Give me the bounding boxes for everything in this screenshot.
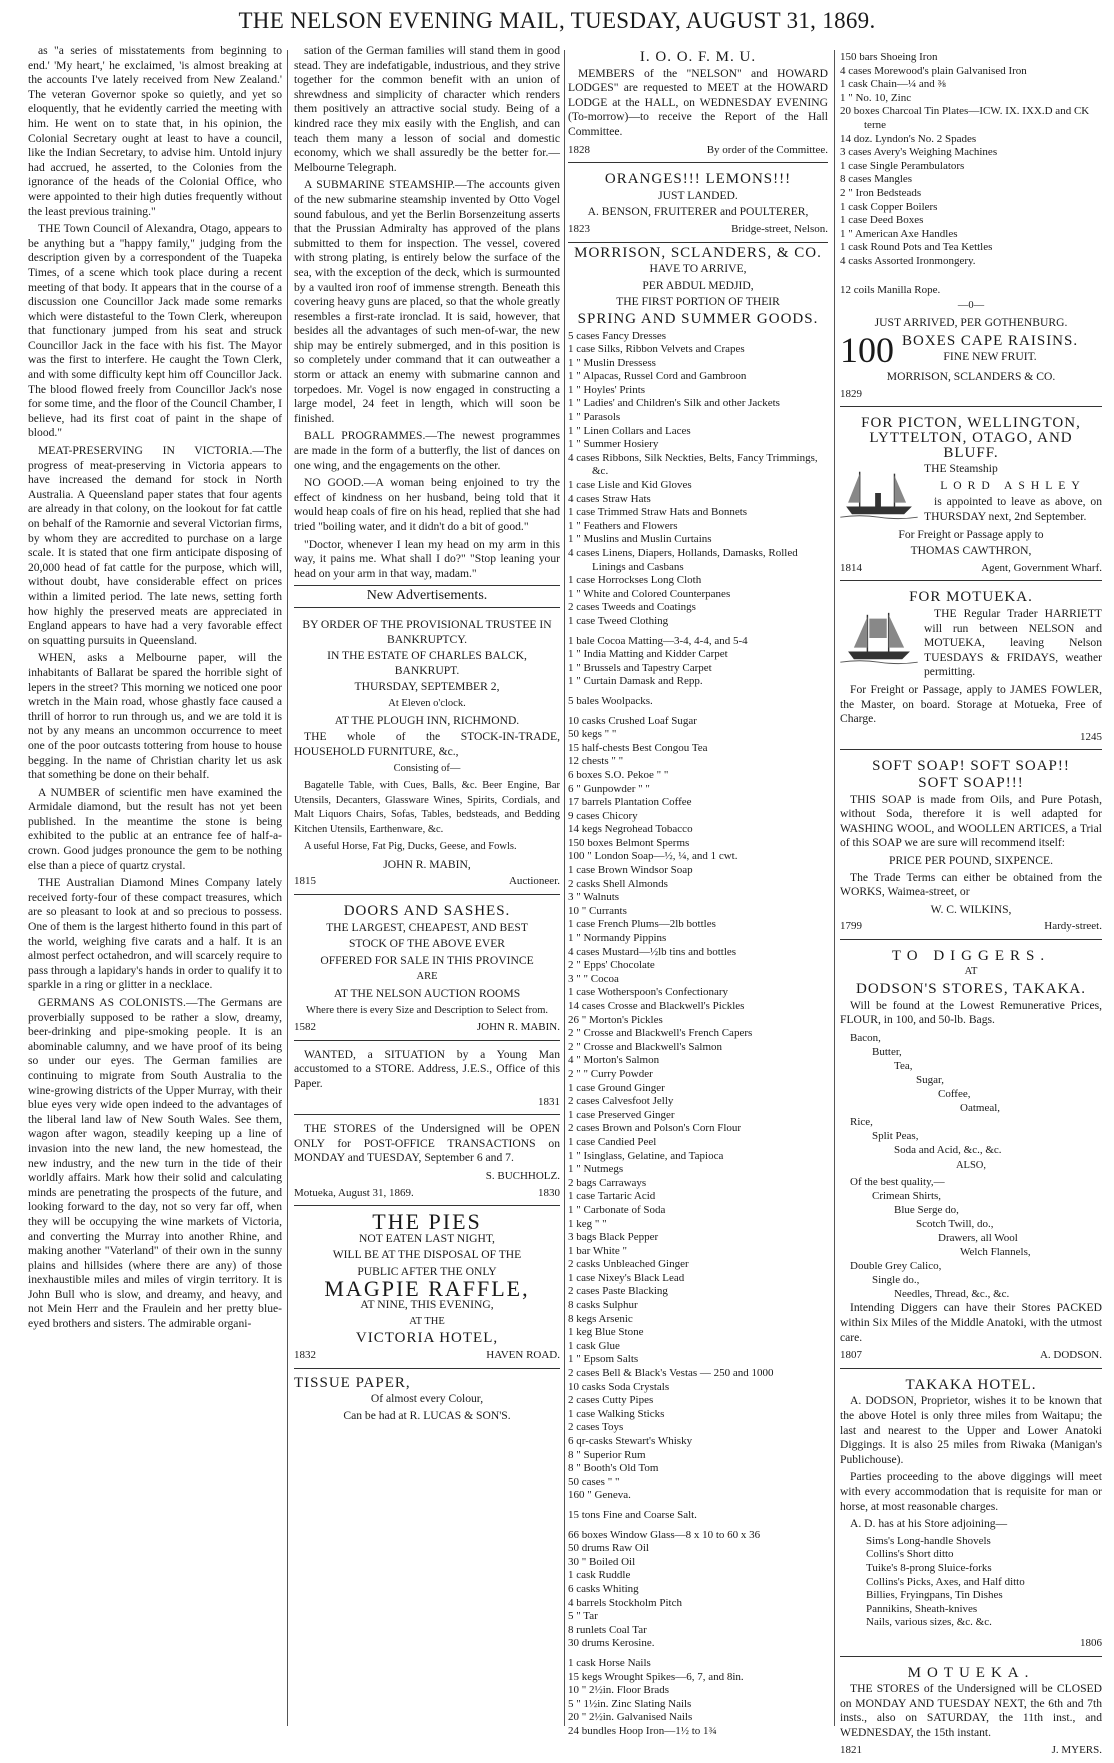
ad-title: MOTUEKA. bbox=[840, 1666, 1102, 1681]
goods-item: 4 barrels Stockholm Pitch bbox=[568, 1597, 828, 1611]
goods-item: 5 cases Fancy Dresses bbox=[568, 330, 828, 344]
article-paragraph: BALL PROGRAMMES.—The newest programmes are made in the form of a butterfly, the list of dances on one wing, and the engagements on the other. bbox=[294, 429, 560, 473]
article-paragraph: A SUBMARINE STEAMSHIP.—The accounts given of the new submarine steamship invented by Otto Vogel sound fabulous, and yet the Berlin Borsenzeitung asserts that the Prussian Admiralty has approved of the plans submitted to them for inspection. The vessel, covered with strong plating, is entirely below the surface of the sea, with the exception of the deck, which is surmounted by a vaulted iron roof of immense strength. Beneath this covering heavy guns are placed, so that the whole greatly resembles a first-rate ironclad. It is said, however, that besides all the advantages of such men-of-war, the new ship may be entirely submerged, and in this position is so completely under command that it can outweather a storm or attack an enemy with submarine cannon and torpedoes. Mr. Vogel is now engaged in constructing a large model, 24 feet in length, which will soon be finished. bbox=[294, 178, 560, 426]
goods-item: Blue Serge do, bbox=[840, 1203, 1102, 1217]
goods-item: 50 cases " " bbox=[568, 1476, 828, 1490]
goods-item: 1 " American Axe Handles bbox=[840, 228, 1102, 242]
ad-line: JUST ARRIVED, PER GOTHENBURG. bbox=[840, 316, 1102, 331]
goods-item: 30 " Boiled Oil bbox=[568, 1556, 828, 1570]
ad-body: The Trade Terms can either be obtained from the WORKS, Waimea-street, or bbox=[840, 871, 1102, 900]
column-2 bbox=[294, 44, 560, 1728]
ad-line: BY ORDER OF THE PROVISIONAL TRUSTEE IN BANKRUPTCY. bbox=[294, 618, 560, 647]
goods-item: 1 " Normandy Pippins bbox=[568, 932, 828, 946]
goods-item: 20 " 2½in. Galvanised Nails bbox=[568, 1711, 828, 1725]
goods-item: 2 cases Paste Blacking bbox=[568, 1285, 828, 1299]
goods-item: 100 " London Soap—½, ¼, and 1 cwt. bbox=[568, 850, 828, 864]
goods-item: 1 case Wotherspoon's Confectionary bbox=[568, 986, 828, 1000]
goods-item: Split Peas, bbox=[840, 1129, 1102, 1143]
ad-line: THE Steamship bbox=[840, 462, 1102, 477]
goods-item: 66 boxes Window Glass—8 x 10 to 60 x 36 bbox=[568, 1529, 828, 1543]
ad-body: Intending Diggers can have their Stores PACKED within Six Miles of the Middle Anatoki, with the utmost care. bbox=[840, 1301, 1102, 1345]
goods-item: 1 " Muslins and Muslin Curtains bbox=[568, 533, 828, 547]
goods-item: 4 " Morton's Salmon bbox=[568, 1054, 828, 1068]
ad-title: THE PIES bbox=[294, 1215, 560, 1230]
ad-line: ALSO, bbox=[840, 1159, 1102, 1174]
goods-item: 6 " Gunpowder " " bbox=[568, 783, 828, 797]
goods-item: 10 casks Crushed Loaf Sugar bbox=[568, 715, 828, 729]
ad-signature: W. C. WILKINS, bbox=[840, 903, 1102, 918]
goods-item: Crimean Shirts, bbox=[840, 1189, 1102, 1203]
ad-number: 1582 bbox=[294, 1020, 316, 1035]
goods-item: 2 " Iron Bedsteads bbox=[840, 187, 1102, 201]
ad-number: 1807 bbox=[840, 1348, 862, 1363]
article-paragraph: sation of the German families will stand them in good stead. They are indefatigable, industrious, and they strive together for the common benefit with an union of shrewdness and simplicity of character which renders them positively an attractive social study. Being of a kindred race they mix easily with the English, and can teach them many a lesson of social and domestic economy, which we shall assuredly be the better for.—Melbourne Telegraph. bbox=[294, 44, 560, 175]
goods-item: 1 case Tweed Clothing bbox=[568, 615, 828, 629]
ad-body: Bagatelle Table, with Cues, Balls, &c. Beer Engine, Bar Utensils, Decanters, Glassware Wines, Spirits, Cordials, and Malt Liquors Chairs, Sofas, Tables, bedsteads, and Bedding Kitchen Utensils, Earthenware, &c. bbox=[294, 779, 560, 837]
goods-item: 26 " Morton's Pickles bbox=[568, 1014, 828, 1028]
goods-item: Double Grey Calico, bbox=[840, 1259, 1102, 1273]
ad-number: 1245 bbox=[1080, 730, 1102, 745]
ad-title: I. O. O. F. M. U. bbox=[568, 50, 828, 65]
goods-item: 4 cases Straw Hats bbox=[568, 493, 828, 507]
goods-item: 1 " Isinglass, Gelatine, and Tapioca bbox=[568, 1150, 828, 1164]
goods-item: 1 case Ground Ginger bbox=[568, 1082, 828, 1096]
ad-line: WILL BE AT THE DISPOSAL OF THE bbox=[294, 1248, 560, 1263]
ad-line: For Freight or Passage apply to bbox=[840, 528, 1102, 543]
goods-item: Sugar, bbox=[840, 1073, 1102, 1087]
goods-item: 15 kegs Wrought Spikes—6, 7, and 8in. bbox=[568, 1671, 828, 1685]
goods-item: Rice, bbox=[840, 1115, 1102, 1129]
ad-number: 1831 bbox=[538, 1095, 560, 1110]
goods-item: Collins's Picks, Axes, and Half ditto bbox=[866, 1576, 1102, 1590]
goods-item: 10 " 2½in. Floor Brads bbox=[568, 1684, 828, 1698]
ad-title: BOXES CAPE RAISINS. bbox=[902, 334, 1078, 349]
ad-title: MAGPIE RAFFLE, bbox=[294, 1282, 560, 1297]
goods-item: 1 " Alpacas, Russel Cord and Gambroon bbox=[568, 370, 828, 384]
goods-list bbox=[840, 1031, 1102, 1157]
goods-item: 1 keg Blue Stone bbox=[568, 1326, 828, 1340]
goods-list bbox=[840, 1175, 1102, 1301]
ship-name: LORD ASHLEY bbox=[840, 479, 1102, 494]
goods-item: Single do., bbox=[840, 1273, 1102, 1287]
goods-item: Scotch Twill, do., bbox=[840, 1217, 1102, 1231]
goods-item: 9 cases Chicory bbox=[568, 810, 828, 824]
goods-item: 1 " Parasols bbox=[568, 411, 828, 425]
ad-title: SOFT SOAP! SOFT SOAP!! bbox=[840, 759, 1102, 774]
goods-list bbox=[568, 695, 828, 709]
goods-item: 1 cask Chain—¼ and ⅜ bbox=[840, 78, 1102, 92]
goods-item: 1 " Nutmegs bbox=[568, 1163, 828, 1177]
goods-item: 4 cases Mustard—½lb tins and bottles bbox=[568, 946, 828, 960]
goods-list bbox=[568, 715, 828, 1503]
goods-item: 14 cases Crosse and Blackwell's Pickles bbox=[568, 1000, 828, 1014]
goods-item: 1 case Lisle and Kid Gloves bbox=[568, 479, 828, 493]
sailing-ship-icon bbox=[840, 609, 918, 667]
ad-line: PUBLIC AFTER THE ONLY bbox=[294, 1265, 560, 1280]
goods-item: 1 case Single Perambulators bbox=[840, 160, 1102, 174]
ad-address: HAVEN ROAD. bbox=[486, 1348, 560, 1363]
morrison-continued bbox=[840, 44, 1102, 407]
ad-body: THE STORES of the Undersigned will be CLOSED on MONDAY AND TUESDAY NEXT, the 6th and 7th insts., also on SATURDAY, the 11th inst., and WEDNESDAY, the 15th instant. bbox=[840, 1682, 1102, 1740]
goods-item: 1 " No. 10, Zinc bbox=[840, 92, 1102, 106]
ad-line: HAVE TO ARRIVE, bbox=[568, 262, 828, 277]
ad-role: Agent, Government Wharf. bbox=[981, 561, 1102, 576]
ad-title: MORRISON, SCLANDERS, & CO. bbox=[568, 246, 828, 261]
ad-body: A. D. has at his Store adjoining— bbox=[840, 1517, 1102, 1532]
goods-item: 1 " Summer Hosiery bbox=[568, 438, 828, 452]
goods-item: 4 casks Assorted Ironmongery. bbox=[840, 255, 1102, 269]
article-paragraph: MEAT-PRESERVING IN VICTORIA.—The progress of meat-preserving in Victoria appears to have increased the demand for stock in North Australia. A Queensland paper states that four agents are already in that colony, on the lookout for fat cattle on behalf of the Ramornie and several Victorian firms, by whom they are accredited to purchase on a large scale. It is stated that one firm anticipate disposing of 20,000 head of fat cattle for the purpose, which will, without doubt, have considerable effect on prices within a limited period. The late news, setting forth how highly the preserved meats are appreciated in England appears to have had a very favorable effect on squatting pursuits in Queensland. bbox=[28, 444, 282, 648]
ad-line: PRICE PER POUND, SIXPENCE. bbox=[840, 854, 1102, 869]
goods-item: Soda and Acid, &c., &c. bbox=[840, 1143, 1102, 1157]
goods-item: 1 cask Round Pots and Tea Kettles bbox=[840, 241, 1102, 255]
stores-closed-ad bbox=[294, 1118, 560, 1206]
goods-item: 14 kegs Negrohead Tobacco bbox=[568, 823, 828, 837]
ad-body: WANTED, a SITUATION by a Young Man accustomed to a STORE. Address, J.E.S., Office of this Paper. bbox=[294, 1048, 560, 1092]
goods-item: 15 tons Fine and Coarse Salt. bbox=[568, 1509, 828, 1523]
masthead: THE NELSON EVENING MAIL, TUESDAY, AUGUST 31, 1869. bbox=[0, 8, 1114, 34]
goods-item: 1 " Hoyles' Prints bbox=[568, 384, 828, 398]
goods-item: 24 bundles Hoop Iron—1½ to 1¾ bbox=[568, 1725, 828, 1739]
goods-item: 1 case Preserved Ginger bbox=[568, 1109, 828, 1123]
ad-title: TO DIGGERS. bbox=[840, 949, 1102, 964]
goods-item: 5 bales Woolpacks. bbox=[568, 695, 828, 709]
goods-item: 1 case French Plums—2lb bottles bbox=[568, 918, 828, 932]
ad-line: THURSDAY, SEPTEMBER 2, bbox=[294, 680, 560, 695]
ad-number: 1799 bbox=[840, 919, 862, 934]
picton-ad bbox=[840, 410, 1102, 581]
ad-body: For Freight or Passage, apply to JAMES FOWLER, the Master, on board. Storage at Motueka, Free of Charge. bbox=[840, 683, 1102, 727]
goods-item: Drawers, all Wool bbox=[840, 1231, 1102, 1245]
goods-item: Of the best quality,— bbox=[840, 1175, 1102, 1189]
goods-item: 30 drums Kerosine. bbox=[568, 1637, 828, 1651]
ad-signature: THOMAS CAWTHRON, bbox=[840, 544, 1102, 559]
ad-number: 1829 bbox=[840, 387, 862, 402]
goods-list bbox=[568, 1529, 828, 1651]
goods-item: 17 barrels Plantation Coffee bbox=[568, 796, 828, 810]
ioofmu-ad bbox=[568, 44, 828, 163]
pies-ad bbox=[294, 1209, 560, 1368]
motueka-trader-ad bbox=[840, 584, 1102, 750]
ad-title: ORANGES!!! LEMONS!!! bbox=[568, 172, 828, 187]
ad-title: SOFT SOAP!!! bbox=[840, 776, 1102, 791]
goods-item: 4 cases Linens, Diapers, Hollands, Damasks, Rolled Linings and Casbans bbox=[568, 547, 828, 574]
ad-signature: J. MYERS. bbox=[1052, 1743, 1102, 1758]
goods-item: 5 " Tar bbox=[568, 1610, 828, 1624]
ad-line: IN THE ESTATE OF CHARLES BALCK, BANKRUPT. bbox=[294, 649, 560, 678]
goods-item: 8 casks Sulphur bbox=[568, 1299, 828, 1313]
ad-number: 1806 bbox=[1080, 1636, 1102, 1651]
raisins-count: 100 bbox=[840, 332, 894, 368]
goods-item: 2 cases Toys bbox=[568, 1421, 828, 1435]
wanted-ad bbox=[294, 1044, 560, 1115]
goods-item: 1 case Walking Sticks bbox=[568, 1408, 828, 1422]
goods-item: 3 " " Cocoa bbox=[568, 973, 828, 987]
goods-item: 8 " Superior Rum bbox=[568, 1449, 828, 1463]
ad-body: Will be found at the Lowest Remunerative Prices, FLOUR, in 100, and 50-lb. Bags. bbox=[840, 999, 1102, 1028]
goods-item: 1 " Linen Collars and Laces bbox=[568, 425, 828, 439]
separator: —0— bbox=[840, 299, 1102, 314]
goods-list bbox=[568, 635, 828, 689]
goods-item: 1 cask Ruddle bbox=[568, 1569, 828, 1583]
goods-list bbox=[568, 1509, 828, 1523]
goods-item: Billies, Fryingpans, Tin Dishes bbox=[866, 1589, 1102, 1603]
ad-line: AT THE bbox=[294, 1315, 560, 1330]
ad-line: Of almost every Colour, bbox=[294, 1392, 560, 1407]
goods-item: 8 runlets Coal Tar bbox=[568, 1624, 828, 1638]
goods-item: Tea, bbox=[840, 1059, 1102, 1073]
goods-item: 1 " Brussels and Tapestry Carpet bbox=[568, 662, 828, 676]
ad-number: 1830 bbox=[538, 1186, 560, 1201]
ad-body: is appointed to leave as above, on THURSDAY next, 2nd September. bbox=[840, 495, 1102, 524]
ad-title: FOR PICTON, WELLINGTON, LYTTELTON, OTAGO, AND BLUFF. bbox=[840, 416, 1102, 460]
goods-item: 1 " Muslin Dressess bbox=[568, 357, 828, 371]
goods-item: Tuike's 8-prong Sluice-forks bbox=[866, 1562, 1102, 1576]
goods-item: 1 case Candied Peel bbox=[568, 1136, 828, 1150]
motueka-stores-ad bbox=[840, 1660, 1102, 1763]
ad-signature: JOHN R. MABIN, bbox=[294, 858, 560, 873]
goods-item: 150 boxes Belmont Sperms bbox=[568, 837, 828, 851]
ad-address: Bridge-street, Nelson. bbox=[731, 222, 828, 237]
ad-line: THE LARGEST, CHEAPEST, AND BEST bbox=[294, 921, 560, 936]
goods-item: 1 " Curtain Damask and Repp. bbox=[568, 675, 828, 689]
ad-line: At Eleven o'clock. bbox=[294, 697, 560, 712]
goods-item: 8 kegs Arsenic bbox=[568, 1313, 828, 1327]
goods-item: 4 cases Morewood's plain Galvanised Iron bbox=[840, 65, 1102, 79]
goods-item: 2 casks Shell Almonds bbox=[568, 878, 828, 892]
goods-item: Sims's Long-handle Shovels bbox=[866, 1535, 1102, 1549]
ad-number: 1815 bbox=[294, 874, 316, 889]
goods-item: 2 cases Calvesfoot Jelly bbox=[568, 1095, 828, 1109]
ad-title: VICTORIA HOTEL, bbox=[294, 1331, 560, 1346]
goods-item: 160 " Geneva. bbox=[568, 1489, 828, 1503]
ad-line: ARE bbox=[294, 970, 560, 985]
goods-item: 5 " 1½in. Zinc Slating Nails bbox=[568, 1698, 828, 1712]
article-paragraph: A NUMBER of scientific men have examined the Armidale diamond, but the result has not yet been published. In the meantime the stone is being exhibited to the public at an entrance fee of half-a-crown. Good judges pronounce the gem to be nothing else than a piece of quartz crystal. bbox=[28, 786, 282, 874]
article-paragraph: as "a series of misstatements from beginning to end.' 'My heart,' he exclaimed, 'is almost breaking at the accounts I've lately received from New Zealand.' The veteran Governor spoke so quietly, and yet so eloquently, that he evidently carried the meeting with him. He went on to state that, in his opinion, the Colonial Secretary ought at least to have a council, like the Indian Secretary, to advise him. Untold injury had accrued, he asserted, to the Colonies from the ignorance of the heads of the Colonial Office, who were appointed to their high duties frequently without the least previous training." bbox=[28, 44, 282, 219]
tissue-paper-ad bbox=[294, 1372, 560, 1431]
diggers-ad bbox=[840, 943, 1102, 1369]
goods-item: 1 case Deed Boxes bbox=[840, 214, 1102, 228]
goods-item: 2 cases Bell & Black's Vestas — 250 and 1000 bbox=[568, 1367, 828, 1381]
goods-item: Nails, various sizes, &c. &c. bbox=[866, 1616, 1102, 1630]
ad-signature: MORRISON, SCLANDERS & CO. bbox=[840, 370, 1102, 385]
goods-item: 1 cask Copper Boilers bbox=[840, 201, 1102, 215]
ad-signature: S. BUCHHOLZ. bbox=[486, 1169, 560, 1184]
goods-item: 20 boxes Charcoal Tin Plates—ICW. IX. IXX.D and CK terne bbox=[840, 105, 1102, 132]
goods-item: 2 " Crosse and Blackwell's French Capers bbox=[568, 1027, 828, 1041]
ad-title: DODSON'S STORES, TAKAKA. bbox=[840, 982, 1102, 997]
ad-body: Parties proceeding to the above diggings will meet with every accommodation that is requisite for man or horse, at most reasonable charges. bbox=[840, 1470, 1102, 1514]
column-rule bbox=[834, 50, 835, 1726]
soft-soap-ad bbox=[840, 753, 1102, 940]
column-rule bbox=[287, 50, 288, 1726]
goods-list bbox=[568, 1657, 828, 1739]
article-paragraph: THE Australian Diamond Mines Company lately received forty-four of these compact treasures, which are so pleasant to look at and so precious to possess. One of them is the largest hitherto found in this part of the world, weighing five carats and a half. It is an almost perfect octahedron, and will scarcely require to pass through a lapidary's hands in order to qualify it to sparkle in a ring or glitter in a necklace. bbox=[28, 876, 282, 993]
goods-item: 4 cases Ribbons, Silk Neckties, Belts, Fancy Trimmings, &c. bbox=[568, 452, 828, 479]
goods-item: 2 cases Brown and Polson's Corn Flour bbox=[568, 1122, 828, 1136]
new-advertisements-heading: New Advertisements. bbox=[294, 585, 560, 608]
goods-item: 15 half-chests Best Congou Tea bbox=[568, 742, 828, 756]
column-1 bbox=[28, 44, 282, 1728]
ad-line: AT THE PLOUGH INN, RICHMOND. bbox=[294, 714, 560, 729]
goods-item: 2 cases Cutty Pipes bbox=[568, 1394, 828, 1408]
goods-item: 8 " Booth's Old Tom bbox=[568, 1462, 828, 1476]
ad-line: PER ABDUL MEDJID, bbox=[568, 279, 828, 294]
bankruptcy-ad bbox=[294, 612, 560, 895]
goods-item: 1 " Epsom Salts bbox=[568, 1353, 828, 1367]
goods-list bbox=[840, 51, 1102, 269]
ad-signature: By order of the Committee. bbox=[707, 143, 828, 158]
takaka-hotel-ad bbox=[840, 1372, 1102, 1657]
goods-item: 3 " Walnuts bbox=[568, 891, 828, 905]
ad-line: A. BENSON, FRUITERER and POULTERER, bbox=[568, 205, 828, 220]
ad-title: TISSUE PAPER, bbox=[294, 1376, 560, 1391]
goods-item: 1 case Brown Windsor Soap bbox=[568, 864, 828, 878]
ad-number: 1823 bbox=[568, 222, 590, 237]
ad-line: FINE NEW FRUIT. bbox=[902, 350, 1078, 365]
goods-item: Coffee, bbox=[840, 1087, 1102, 1101]
goods-item: 3 bags Black Pepper bbox=[568, 1231, 828, 1245]
article-paragraph: THE Town Council of Alexandra, Otago, appears to be anything but a "happy family," judging from the description given by a correspondent of the Tuapeka Times, of a scene which took place during a recent meeting of that body. It appears that in the course of a discussion one Councillor Jack made some remarks which were distasteful to the Town Clerk, whereupon that functionary jumped from his seat and struck Councillor Jack in the face with his fist. The Mayor was the first to interfere. He caught the Town Clerk, and with some difficulty kept him off Councillor Jack. The blood flowed freely from Councillor Jack's nose for some time, and the floor of the Council Chamber, I believe, had its first coat of paint in the shape of blood." bbox=[28, 222, 282, 441]
article-paragraph: GERMANS AS COLONISTS.—The Germans are proverbially supposed to be rather a slow, dreamy, beer-drinking and pipe-smoking people. It is an abominable calumny, and we have proof of its being so under our eyes. The German families are continuing to migrate from South Australia to the wine-growing districts of the Upper Murray, with their blue eyes very wide open indeed to the advantages of the liberal land law of New South Wales. See them, wagon after wagon, steadily keeping up a line of invasion into the new land, the new homestead, the new industry, and the new turn in the tide of their worldly affairs. Mark how their solid and calculating minds are penetrating the prospects of the future, and looking forward to the day, not so very far off, when they will be occupying the wine markets of Victoria, and converting the Murray into another Rhine, and making another "Vaterland" of their own in the sunny plains and hillsides (where there are any) of those inexhaustible miles and miles of virgin territory. It is John Bull who is slow, and dreamy, and heavy, and not Mein Herr and the Fraulein and her pretty blue-eyed brothers and sisters. The admirable organi- bbox=[28, 996, 282, 1332]
goods-item: Welch Flannels, bbox=[840, 1245, 1102, 1259]
goods-item: Pannikins, Sheath-knives bbox=[866, 1603, 1102, 1617]
oranges-ad bbox=[568, 166, 828, 242]
goods-item: 2 " " Curry Powder bbox=[568, 1068, 828, 1082]
ad-body: THE whole of the STOCK-IN-TRADE, HOUSEHOLD FURNITURE, &c., bbox=[294, 730, 560, 759]
goods-item: 1 case Nixey's Black Lead bbox=[568, 1272, 828, 1286]
ad-line: OFFERED FOR SALE IN THIS PROVINCE bbox=[294, 954, 560, 969]
goods-item: 1 " India Matting and Kidder Carpet bbox=[568, 648, 828, 662]
goods-item: Needles, Thread, &c., &c. bbox=[840, 1287, 1102, 1301]
ad-line: AT NINE, THIS EVENING, bbox=[294, 1298, 560, 1313]
goods-item: 50 drums Raw Oil bbox=[568, 1542, 828, 1556]
column-3 bbox=[568, 44, 828, 1728]
ad-line: Can be had at R. LUCAS & SON'S. bbox=[294, 1409, 560, 1424]
steamship-icon bbox=[840, 464, 918, 522]
goods-item: 2 " Epps' Chocolate bbox=[568, 959, 828, 973]
article-paragraph: WHEN, asks a Melbourne paper, will the inhabitants of Ballarat be spared the horrible sight of lepers in the street? This morning we noticed one poor wretch in the Main road, whose ghastly face caused a thrill of horror to run through us, and we are told it is not by any means an uncommon occurrence to meet one of the poor outcasts tottering from house to house begging. In the name of Christian charity let us ask that something be done on their behalf. bbox=[28, 651, 282, 782]
goods-item: 1 cask Horse Nails bbox=[568, 1657, 828, 1671]
goods-item: 8 cases Mangles bbox=[840, 173, 1102, 187]
ad-address: Hardy-street. bbox=[1044, 919, 1102, 934]
article-paragraph: "Doctor, whenever I lean my head on my arm in this way, it pains me. What shall I do?" "Stop leaning your head on your arm in that way, madam." bbox=[294, 538, 560, 582]
doors-ad bbox=[294, 898, 560, 1041]
goods-item: 1 case Tartaric Acid bbox=[568, 1190, 828, 1204]
goods-item: 50 kegs " " bbox=[568, 728, 828, 742]
goods-item: 150 bars Shoeing Iron bbox=[840, 51, 1102, 65]
goods-item: 6 qr-casks Stewart's Whisky bbox=[568, 1435, 828, 1449]
goods-item: 1 " Carbonate of Soda bbox=[568, 1204, 828, 1218]
ad-title: TAKAKA HOTEL. bbox=[840, 1378, 1102, 1393]
goods-item: 2 cases Tweeds and Coatings bbox=[568, 601, 828, 615]
goods-item: 1 case Horrockses Long Cloth bbox=[568, 574, 828, 588]
goods-item: 2 casks Unbleached Ginger bbox=[568, 1258, 828, 1272]
ad-line: NOT EATEN LAST NIGHT, bbox=[294, 1232, 560, 1247]
goods-item: 1 " Ladies' and Children's Silk and other Jackets bbox=[568, 397, 828, 411]
goods-item: 1 case Trimmed Straw Hats and Bonnets bbox=[568, 506, 828, 520]
goods-item: 1 bar White " bbox=[568, 1245, 828, 1259]
ad-line: THE FIRST PORTION OF THEIR bbox=[568, 295, 828, 310]
goods-item: 2 " Crosse and Blackwell's Salmon bbox=[568, 1041, 828, 1055]
ad-place: Motueka, August 31, 1869. bbox=[294, 1186, 414, 1201]
column-rule bbox=[564, 50, 565, 1726]
goods-item: 1 cask Glue bbox=[568, 1340, 828, 1354]
ad-title: SPRING AND SUMMER GOODS. bbox=[568, 312, 828, 327]
goods-item: Oatmeal, bbox=[840, 1101, 1102, 1115]
morrison-ad bbox=[568, 246, 828, 1739]
ad-line: AT bbox=[840, 965, 1102, 980]
goods-item: 10 " Currants bbox=[568, 905, 828, 919]
goods-item: 1 " White and Colored Counterpanes bbox=[568, 588, 828, 602]
goods-item: 10 casks Soda Crystals bbox=[568, 1381, 828, 1395]
ad-line: JUST LANDED. bbox=[568, 189, 828, 204]
goods-item: Bacon, bbox=[840, 1031, 1102, 1045]
goods-item: 1 case Silks, Ribbon Velvets and Crapes bbox=[568, 343, 828, 357]
ad-line: Where there is every Size and Description to Select from. bbox=[294, 1004, 560, 1019]
column-4 bbox=[840, 44, 1102, 1728]
goods-item: 1 keg " " bbox=[568, 1218, 828, 1232]
ad-signature: A. DODSON. bbox=[1040, 1348, 1102, 1363]
goods-item: 12 chests " " bbox=[568, 755, 828, 769]
ad-body: THE STORES of the Undersigned will be OPEN ONLY for POST-OFFICE TRANSACTIONS on MONDAY and TUESDAY, September 6 and 7. bbox=[294, 1122, 560, 1166]
ad-body: A useful Horse, Fat Pig, Ducks, Geese, and Fowls. bbox=[294, 840, 560, 855]
ad-number: 1832 bbox=[294, 1348, 316, 1363]
goods-item: 6 casks Whiting bbox=[568, 1583, 828, 1597]
ad-title: DOORS AND SASHES. bbox=[294, 904, 560, 919]
ad-number: 1828 bbox=[568, 143, 590, 158]
goods-item: Collins's Short ditto bbox=[866, 1548, 1102, 1562]
ad-signature: JOHN R. MABIN. bbox=[477, 1020, 560, 1035]
goods-list bbox=[840, 1535, 1102, 1630]
article-paragraph: NO GOOD.—A woman being enjoined to try the effect of kindness on her husband, being told that it would heap coals of fire on his head, replied that she had tried "boiling water, and it didn't do a bit of good." bbox=[294, 476, 560, 534]
goods-item: 2 bags Carraways bbox=[568, 1177, 828, 1191]
goods-item: 1 bale Cocoa Matting—3-4, 4-4, and 5-4 bbox=[568, 635, 828, 649]
goods-item: 6 boxes S.O. Pekoe " " bbox=[568, 769, 828, 783]
ad-title: FOR MOTUEKA. bbox=[840, 590, 1102, 605]
ad-line: AT THE NELSON AUCTION ROOMS bbox=[294, 987, 560, 1002]
ad-body: MEMBERS of the "NELSON" and HOWARD LODGES" are requested to MEET at the HOWARD LODGE at the HALL, on WEDNESDAY EVENING (To-morrow)—to receive the Report of the Hall Committee. bbox=[568, 67, 828, 140]
goods-item: 3 cases Avery's Weighing Machines bbox=[840, 146, 1102, 160]
ad-role: Auctioneer. bbox=[509, 874, 560, 889]
goods-item: 1 " Feathers and Flowers bbox=[568, 520, 828, 534]
ad-body: THIS SOAP is made from Oils, and Pure Potash, without Soda, therefore it is well adapted for WASHING WOOL, and WOOLLEN ARTICES, a Trial of this SOAP we are sure will recommend itself: bbox=[840, 793, 1102, 851]
ad-line: Consisting of— bbox=[294, 762, 560, 777]
ad-body: THE Regular Trader HARRIETT will run between NELSON and MOTUEKA, leaving Nelson TUESDAYS & FRIDAYS, weather permitting. bbox=[840, 607, 1102, 680]
goods-item: 14 doz. Lyndon's No. 2 Spades bbox=[840, 133, 1102, 147]
ad-number: 1814 bbox=[840, 561, 862, 576]
goods-item: 12 coils Manilla Rope. bbox=[840, 283, 1102, 298]
goods-list bbox=[568, 330, 828, 629]
ad-line: STOCK OF THE ABOVE EVER bbox=[294, 937, 560, 952]
goods-item: Butter, bbox=[840, 1045, 1102, 1059]
ad-number: 1821 bbox=[840, 1743, 862, 1758]
ad-body: A. DODSON, Proprietor, wishes it to be known that the above Hotel is only three miles from Waitapu; the last and nearest to the Upper and Lower Anatoki Diggings. It is also 25 miles from Riwaka (Manigan's Publichouse). bbox=[840, 1394, 1102, 1467]
